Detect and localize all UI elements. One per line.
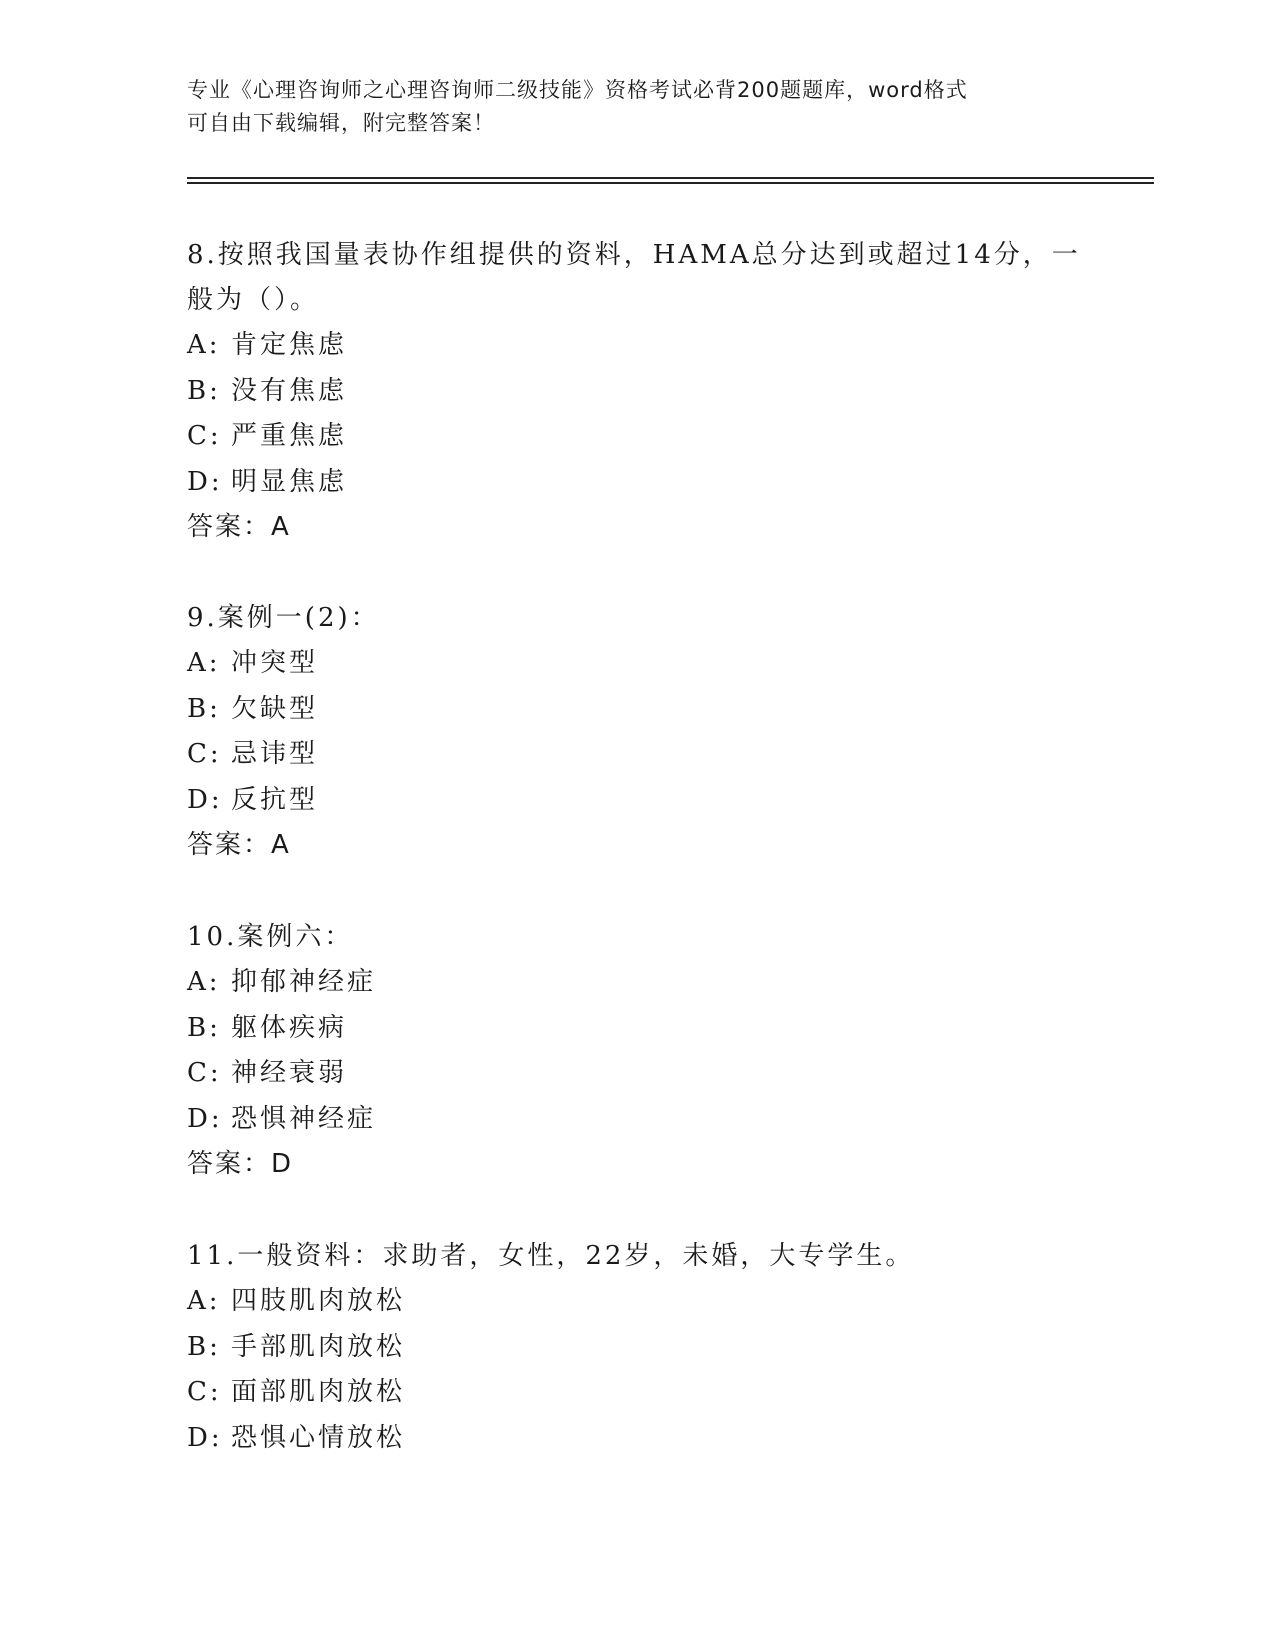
option-d [187,778,1087,824]
option-letter: C: [187,1377,222,1407]
option-text: 神经衰弱 [231,1058,348,1088]
header-divider-bottom [187,182,1154,184]
option-text: 没有焦虑 [231,375,348,406]
option-letter: B: [187,375,221,406]
option-text: 躯体疾病 [231,1012,348,1043]
option-b [187,687,1087,733]
question-stem: 10.案例六： [187,922,354,952]
option-d [187,1097,1087,1143]
option-letter: C: [187,1058,222,1088]
option-d [187,460,1087,506]
option-b [187,369,1087,415]
option-b [187,1325,1087,1371]
option-letter: D: [187,466,223,497]
option-letter: D: [187,784,223,815]
header-line-1: 专业《心理咨询师之心理咨询师二级技能》资格考试必背200题题库，word格式 [187,78,968,102]
option-c [187,1370,1087,1416]
option-letter: C: [187,421,222,451]
option-text: 四肢肌肉放松 [231,1286,406,1316]
option-text: 手部肌肉放松 [231,1331,406,1362]
option-text: 明显焦虑 [231,466,348,497]
option-letter: A: [187,1286,221,1316]
option-letter: B: [187,1012,221,1043]
option-c [187,414,1087,460]
question-10 [187,915,1087,1187]
option-text: 严重焦虑 [231,421,348,451]
option-text: 肯定焦虑 [231,330,348,360]
question-stem: 8.按照我国量表协作组提供的资料，HAMA总分达到或超过14分，一般为（）。 [187,240,1081,315]
option-d [187,1416,1087,1462]
option-text: 恐惧神经症 [231,1103,377,1134]
option-a [187,323,1087,369]
option-letter: B: [187,1331,221,1362]
option-letter: A: [187,330,221,360]
option-text: 恐惧心情放松 [231,1422,406,1453]
option-c [187,732,1087,778]
option-text: 忌讳型 [231,739,319,769]
question-11 [187,1234,1087,1461]
header-line-2: 可自由下载编辑，附完整答案！ [187,111,495,135]
option-letter: C: [187,739,222,769]
option-text: 欠缺型 [231,693,319,724]
question-8 [187,233,1087,550]
option-text: 面部肌肉放松 [231,1377,406,1407]
option-a [187,641,1087,687]
option-letter: A: [187,967,221,997]
option-text: 冲突型 [231,648,319,678]
option-letter: D: [187,1103,223,1134]
answer-line: 答案：D [187,1149,294,1179]
option-letter: B: [187,693,221,724]
option-b [187,1006,1087,1052]
option-text: 反抗型 [231,784,319,815]
answer-line: 答案：A [187,830,291,860]
option-a [187,960,1087,1006]
answer-line: 答案：A [187,512,291,542]
option-a [187,1279,1087,1325]
question-stem: 11.一般资料：求助者，女性，22岁，未婚，大专学生。 [187,1241,915,1271]
question-9 [187,596,1087,868]
option-text: 抑郁神经症 [231,967,377,997]
header-divider-top [187,177,1154,179]
question-stem: 9.案例一(2)： [187,603,380,633]
document-header [187,74,1067,140]
option-letter: A: [187,648,221,678]
option-c [187,1051,1087,1097]
option-letter: D: [187,1422,223,1453]
